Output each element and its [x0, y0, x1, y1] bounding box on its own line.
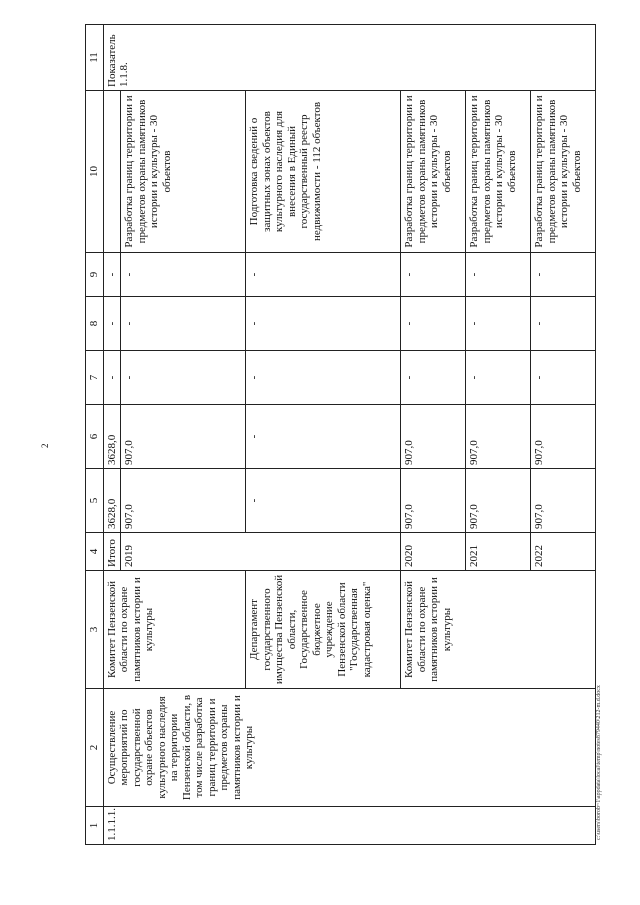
result-cell: Разработка границ территории и предметов охраны памятников истории и культуры - 30 объектов [121, 91, 246, 253]
header-cell: 3 [86, 571, 104, 689]
result-cell: Подготовка сведений о защитных зонах объектов культурного наследия для внесения в Единый государственный реестр недвижимости - 112 объектов [246, 91, 401, 253]
value-cell: 3628,0 [103, 469, 121, 533]
value-cell: 907,0 [531, 405, 596, 469]
value-cell: - [466, 351, 531, 405]
value-cell: 3628,0 [103, 405, 121, 469]
value-cell: - [401, 297, 466, 351]
measure-name: Осуществление мероприятий по государственной охране объектов культурного наследия на территории Пензенской области, в том числе разработка границ территории и предметов охраны памятников истории и культуры [103, 689, 596, 807]
value-cell: - [246, 469, 401, 533]
value-cell: - [246, 351, 401, 405]
footer-file-path: c:\users\borob~1\appdata\local\temp\notes879440\212-m.d.docx [596, 685, 602, 840]
page-number: 2 [40, 443, 50, 448]
value-cell: - [103, 297, 121, 351]
value-cell: - [246, 405, 401, 469]
executor-cell: Комитет Пензенской области по охране памятников истории и культуры [401, 571, 596, 689]
header-cell: 8 [86, 297, 104, 351]
header-cell: 1 [86, 807, 104, 845]
value-cell: - [531, 297, 596, 351]
value-cell: - [466, 297, 531, 351]
header-cell: 10 [86, 91, 104, 253]
result-cell: Разработка границ территории и предметов охраны памятников истории и культуры - 30 объектов [401, 91, 466, 253]
result-cell [103, 91, 121, 253]
result-cell: Разработка границ территории и предметов охраны памятников истории и культуры - 30 объектов [466, 91, 531, 253]
value-cell: - [103, 253, 121, 297]
value-cell: - [531, 351, 596, 405]
year-cell: 2021 [466, 533, 531, 571]
value-cell: - [121, 297, 246, 351]
value-cell: 907,0 [466, 469, 531, 533]
executor-cell: Департамент государственного имущества Пензенской области, Государственное бюджетное учреждение Пензенской области "Государственная кадастровая оценка" [246, 571, 401, 689]
result-cell: Разработка границ территории и предметов охраны памятников истории и культуры - 30 объектов [531, 91, 596, 253]
table-row [103, 25, 121, 845]
header-row [86, 25, 104, 845]
header-cell: 6 [86, 405, 104, 469]
header-cell: 9 [86, 253, 104, 297]
value-cell: - [401, 253, 466, 297]
value-cell: 907,0 [121, 469, 246, 533]
value-cell: 907,0 [466, 405, 531, 469]
year-cell: Итого [103, 533, 121, 571]
header-cell: 7 [86, 351, 104, 405]
value-cell: - [121, 253, 246, 297]
executor-cell: Комитет Пензенской области по охране памятников истории и культуры [103, 571, 246, 689]
year-cell: 2022 [531, 533, 596, 571]
value-cell: - [401, 351, 466, 405]
value-cell: - [246, 297, 401, 351]
value-cell: - [531, 253, 596, 297]
value-cell: - [466, 253, 531, 297]
value-cell: 907,0 [401, 405, 466, 469]
year-cell: 2019 [121, 533, 401, 571]
value-cell: 907,0 [401, 469, 466, 533]
value-cell: 907,0 [121, 405, 246, 469]
value-cell: - [103, 351, 121, 405]
indicator-cell: Показатель 1.1.8. [103, 25, 596, 91]
value-cell: - [246, 253, 401, 297]
rotated-table-container [85, 25, 625, 845]
header-cell: 4 [86, 533, 104, 571]
program-table [85, 24, 596, 845]
measure-code: 1.1.1.1. [103, 807, 596, 845]
year-cell: 2020 [401, 533, 466, 571]
header-cell: 2 [86, 689, 104, 807]
header-cell: 11 [86, 25, 104, 91]
value-cell: - [121, 351, 246, 405]
value-cell: 907,0 [531, 469, 596, 533]
header-cell: 5 [86, 469, 104, 533]
